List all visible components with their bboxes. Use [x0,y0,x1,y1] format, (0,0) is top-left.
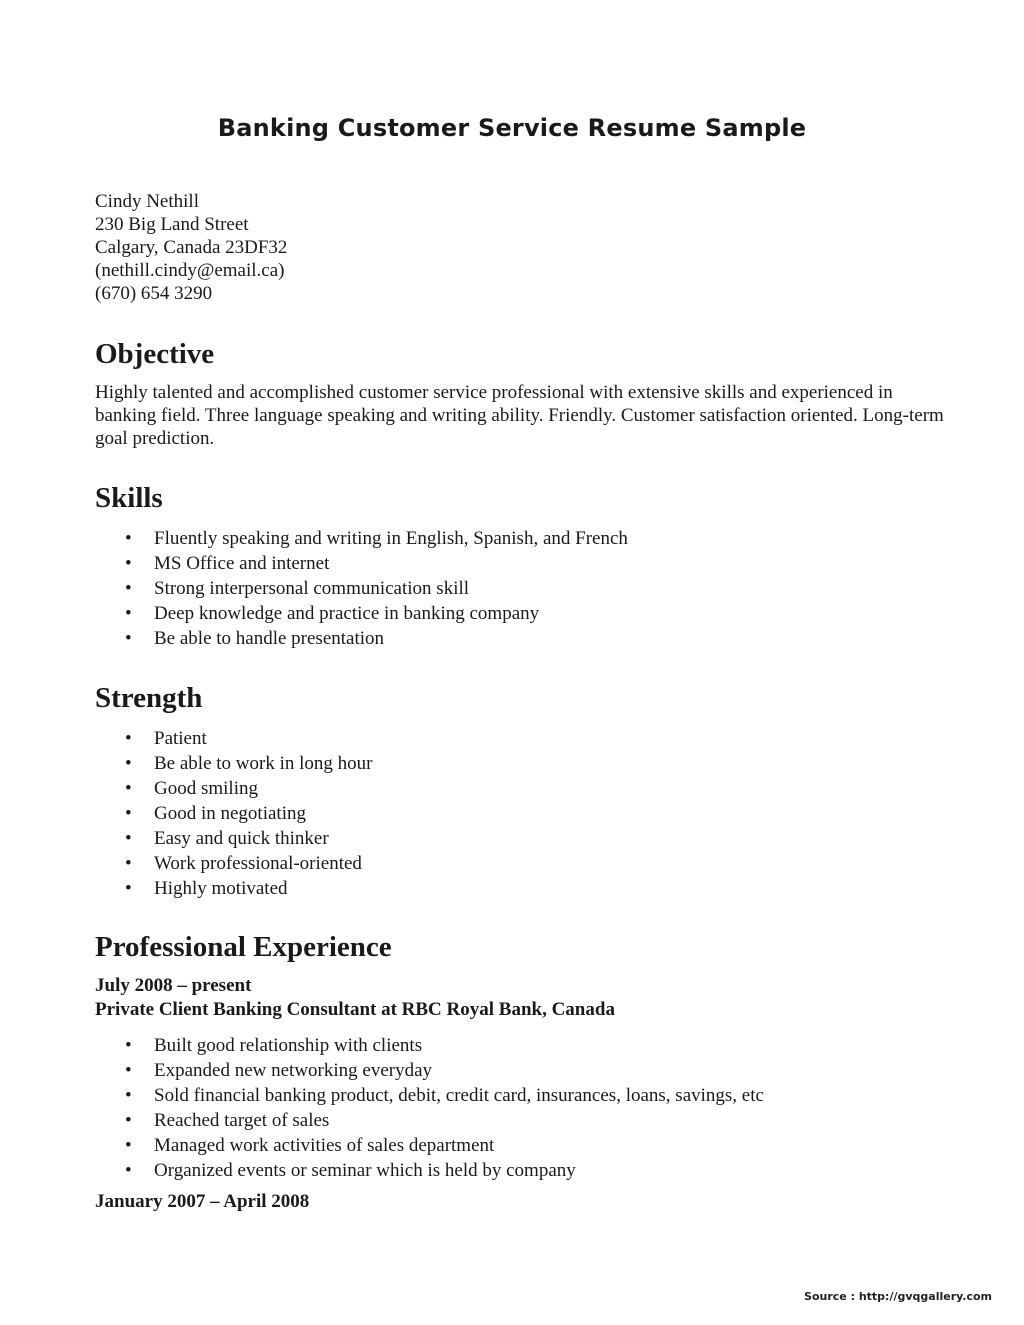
list-item [125,576,628,601]
list-item [125,1108,764,1133]
list-item [125,526,628,551]
bullet-glyph: • [125,728,132,749]
strength-text: Patient [154,728,207,749]
bullet-glyph: • [125,1135,132,1156]
bullet-glyph: • [125,628,132,649]
strength-text: Good in negotiating [154,803,306,824]
list-item [125,851,372,876]
strength-text: Work professional-oriented [154,853,362,874]
bullet-glyph: • [125,553,132,574]
bullet-glyph: • [125,853,132,874]
strength-heading: Strength [95,682,203,714]
contact-street: 230 Big Land Street [95,214,249,235]
job-duties-list [125,1033,764,1183]
bullet-glyph: • [125,1160,132,1181]
skill-text: Deep knowledge and practice in banking company [154,603,540,624]
job-role: Private Client Banking Consultant at RBC Royal Bank, Canada [95,999,615,1020]
bullet-glyph: • [125,1035,132,1056]
skills-list [125,526,628,651]
list-item [125,1058,764,1083]
list-item [125,1083,764,1108]
list-item [125,826,372,851]
document-title: Banking Customer Service Resume Sample [217,114,807,142]
bullet-glyph: • [125,778,132,799]
duty-text: Expanded new networking everyday [154,1060,433,1081]
job-dates: January 2007 – April 2008 [95,1191,310,1212]
bullet-glyph: • [125,603,132,624]
bullet-glyph: • [125,1060,132,1081]
list-item [125,751,372,776]
strength-text: Easy and quick thinker [154,828,329,849]
list-item [125,801,372,826]
bullet-glyph: • [125,753,132,774]
bullet-glyph: • [125,803,132,824]
list-item [125,876,372,901]
contact-email: (nethill.cindy@email.ca) [95,260,285,281]
bullet-glyph: • [125,528,132,549]
objective-text: Highly talented and accomplished customer service professional with extensive skills and experienced in banking field. Three language speaking and writing ability. Friendly. Customer satisfaction oriented. Long-term goal prediction. [95,382,944,449]
skills-heading: Skills [95,482,163,514]
contact-city: Calgary, Canada 23DF32 [95,237,288,258]
experience-heading: Professional Experience [95,931,392,963]
skill-text: MS Office and internet [154,553,330,574]
skill-text: Be able to handle presentation [154,628,385,649]
list-item [125,1158,764,1183]
duty-text: Sold financial banking product, debit, credit card, insurances, loans, savings, etc [154,1085,764,1106]
strength-list [125,726,372,901]
strength-text: Highly motivated [154,878,288,899]
list-item [125,626,628,651]
list-item [125,776,372,801]
contact-name: Cindy Nethill [95,191,199,212]
bullet-glyph: • [125,1085,132,1106]
bullet-glyph: • [125,578,132,599]
job-dates: July 2008 – present [95,975,252,996]
bullet-glyph: • [125,1110,132,1131]
bullet-glyph: • [125,828,132,849]
list-item [125,1033,764,1058]
contact-block [95,190,287,305]
skill-text: Strong interpersonal communication skill [154,578,470,599]
list-item [125,1133,764,1158]
duty-text: Organized events or seminar which is held by company [154,1160,576,1181]
duty-text: Managed work activities of sales department [154,1135,495,1156]
objective-heading: Objective [95,338,215,370]
contact-phone: (670) 654 3290 [95,283,213,304]
skill-text: Fluently speaking and writing in English, Spanish, and French [154,528,628,549]
strength-text: Be able to work in long hour [154,753,373,774]
list-item [125,726,372,751]
list-item [125,551,628,576]
duty-text: Built good relationship with clients [154,1035,423,1056]
source-watermark: Source : http://gvqgallery.com [804,1290,992,1303]
bullet-glyph: • [125,878,132,899]
list-item [125,601,628,626]
strength-text: Good smiling [154,778,258,799]
duty-text: Reached target of sales [154,1110,330,1131]
